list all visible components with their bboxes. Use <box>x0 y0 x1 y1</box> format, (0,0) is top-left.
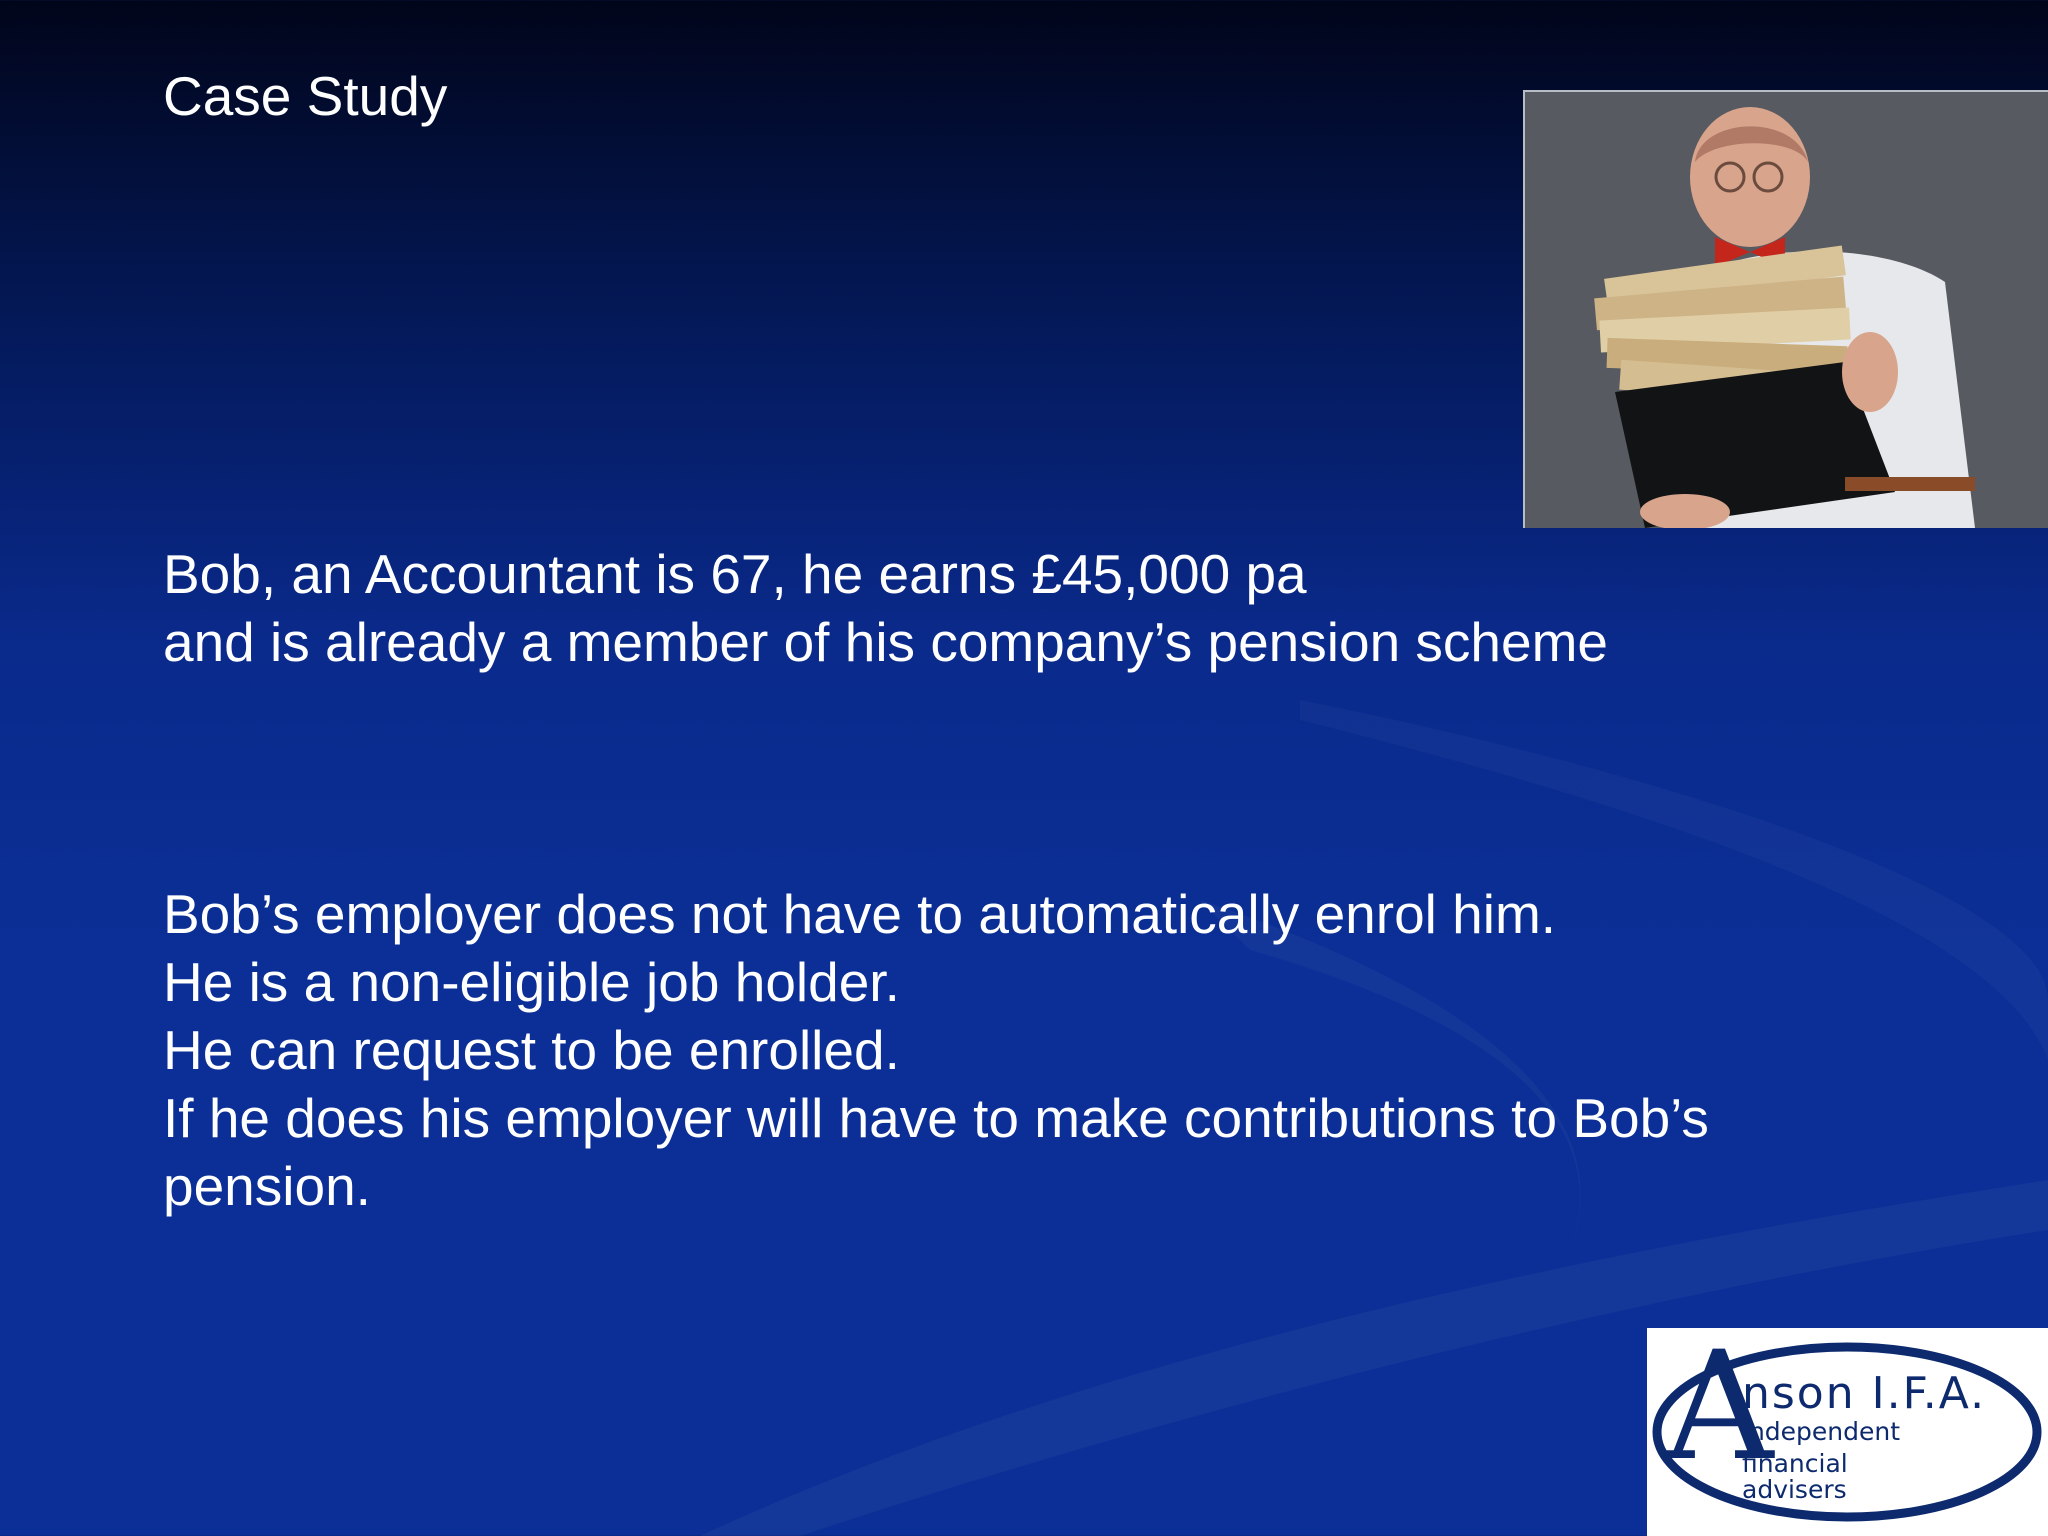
bob-details-line-1: Bob, an Accountant is 67, he earns £45,000 pa <box>163 543 1307 605</box>
logo-initial: A <box>1665 1328 1774 1494</box>
photo-man-with-files <box>1523 90 2048 528</box>
bob-details-line-2: and is already a member of his company’s pension scheme <box>163 611 1609 673</box>
enrolment-line-4: If he does his employer will have to make contributions to Bob’s <box>163 1087 1709 1149</box>
enrolment-paragraph <box>163 880 1803 1220</box>
logo-name: nson I.F.A. <box>1742 1368 1987 1419</box>
bob-details-paragraph <box>163 540 1803 676</box>
enrolment-line-5: pension. <box>163 1155 371 1217</box>
enrolment-line-1: Bob’s employer does not have to automatically enrol him. <box>163 883 1557 945</box>
logo-line-financial: financial <box>1742 1449 1848 1478</box>
photo-illustration <box>1525 92 2048 528</box>
logo-line-advisers: advisers <box>1742 1475 1847 1504</box>
anson-ifa-logo <box>1647 1328 2048 1536</box>
logo-line-independent: independent <box>1742 1417 1901 1446</box>
enrolment-line-3: He can request to be enrolled. <box>163 1019 900 1081</box>
slide-title: Case Study <box>163 65 448 127</box>
logo-mark <box>1647 1328 2048 1536</box>
enrolment-line-2: He is a non-eligible job holder. <box>163 951 900 1013</box>
